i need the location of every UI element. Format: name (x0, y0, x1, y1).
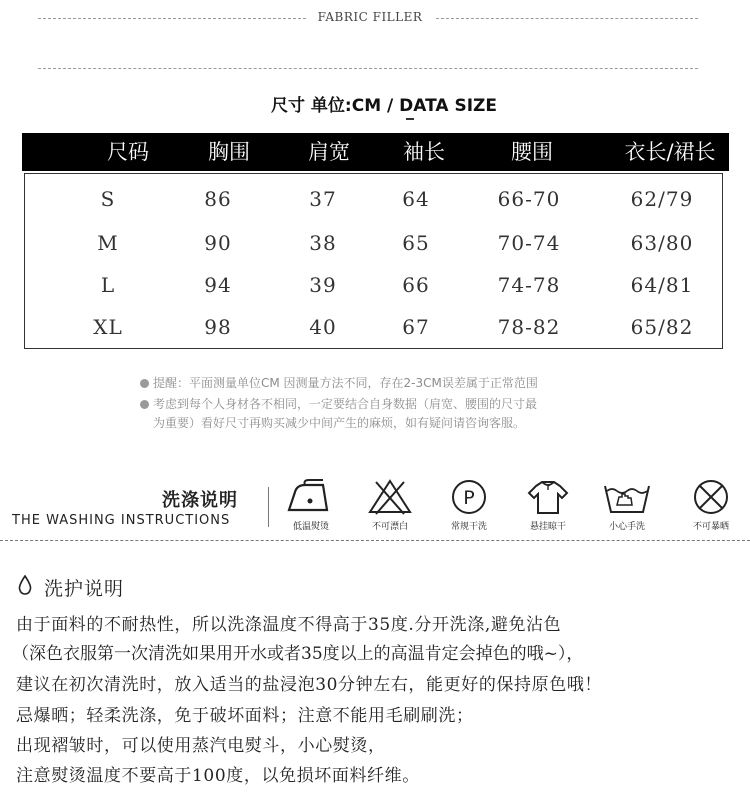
size-table-body (24, 173, 723, 349)
table-row (25, 264, 722, 306)
table-cell: 70-74 (497, 231, 561, 255)
table-cell: 66 (402, 273, 430, 297)
section-divider (0, 540, 750, 541)
care-line-6: 注意熨烫温度不要高于100度，以免损坏面料纤维。 (16, 766, 420, 786)
col-header-bust: 胸围 (208, 140, 250, 164)
washing-separator (268, 487, 269, 527)
table-cell: 40 (309, 315, 337, 339)
note-text-3: 为重要）看好尺寸再购买减少中间产生的麻烦，如有疑问请咨询客服。 (153, 416, 526, 430)
col-header-shoulder: 肩宽 (308, 140, 350, 164)
table-cell: XL (93, 315, 123, 339)
size-table-header (22, 133, 729, 171)
low-temp-iron-icon (276, 478, 346, 538)
table-cell: 67 (402, 315, 430, 339)
hand-wash-label: 小心手洗 (608, 522, 645, 532)
note-text-2: 考虑到每个人身材各不相同，一定要结合自身数据（肩宽、腰围的尺寸最 (153, 397, 538, 411)
col-header-length: 衣长/裙长 (624, 140, 716, 164)
note-line-2 (140, 395, 537, 414)
fabric-title: FABRIC FILLER (317, 10, 423, 24)
washing-title-cn: 洗涤说明 (162, 490, 238, 511)
table-row (25, 306, 722, 348)
table-cell: 38 (309, 231, 337, 255)
care-line-1: 由于面料的不耐热性，所以洗涤温度不得高于35度.分开洗涤,避免沾色 (16, 615, 562, 635)
care-line-4: 忌爆晒；轻柔洗涤，免于破坏面料；注意不能用毛刷刷洗； (16, 706, 474, 726)
table-cell: 90 (204, 231, 232, 255)
table-cell: 64 (402, 187, 430, 211)
table-cell: 37 (309, 187, 337, 211)
title-underline (406, 118, 414, 120)
table-row (25, 222, 722, 264)
care-title: 洗护说明 (44, 578, 125, 600)
hang-dry-label: 悬挂晾干 (529, 522, 566, 532)
water-drop-icon (18, 575, 32, 595)
bullet-icon (140, 400, 149, 409)
iron-label: 低温熨烫 (292, 522, 329, 532)
table-cell: 65/82 (630, 315, 694, 339)
dry-clean-p-icon (434, 478, 504, 538)
table-cell: 86 (204, 187, 232, 211)
care-line-2: （深色衣服第一次清洗如果用开水或者35度以上的高温肯定会掉色的哦~）， (12, 644, 584, 664)
col-header-waist: 腰围 (511, 140, 553, 164)
table-cell: 94 (204, 273, 232, 297)
col-header-size: 尺码 (107, 140, 149, 164)
header-dash-bottom (38, 68, 698, 69)
header-dash-right (436, 18, 698, 19)
table-cell: S (100, 187, 116, 211)
no-bleach-icon (355, 478, 425, 538)
no-sun-label: 不可暴晒 (692, 522, 729, 532)
bleach-label: 不可漂白 (371, 522, 408, 532)
size-table-title: 尺寸 单位:CM / DATA SIZE (271, 96, 497, 116)
bullet-icon (140, 379, 149, 388)
table-cell: 66-70 (497, 187, 561, 211)
table-cell: 74-78 (497, 273, 561, 297)
washing-title-en: THE WASHING INSTRUCTIONS (12, 513, 231, 528)
hang-dry-icon (513, 478, 583, 538)
care-line-3: 建议在初次清洗时，放入适当的盐浸泡30分钟左右，能更好的保持原色哦！ (16, 675, 603, 695)
table-cell: L (100, 273, 116, 297)
note-line-3 (153, 414, 525, 433)
table-row (25, 178, 722, 220)
hand-wash-icon (592, 478, 662, 538)
no-sun-dry-icon (676, 478, 746, 538)
table-cell: 98 (204, 315, 232, 339)
note-text-1: 提醒：平面测量单位CM 因测量方法不同，存在2-3CM误差属于正常范围 (153, 376, 538, 390)
dry-clean-label: 常规干洗 (450, 522, 487, 532)
table-cell: 78-82 (497, 315, 561, 339)
svg-text:P: P (463, 487, 475, 509)
table-cell: 65 (402, 231, 430, 255)
table-cell: 64/81 (630, 273, 694, 297)
table-cell: 39 (309, 273, 337, 297)
table-cell: 62/79 (630, 187, 694, 211)
table-cell: M (97, 231, 119, 255)
col-header-sleeve: 袖长 (403, 140, 445, 164)
table-cell: 63/80 (630, 231, 694, 255)
note-line-1 (140, 374, 538, 393)
care-line-5: 出现褶皱时，可以使用蒸汽电熨斗，小心熨烫， (16, 736, 386, 756)
